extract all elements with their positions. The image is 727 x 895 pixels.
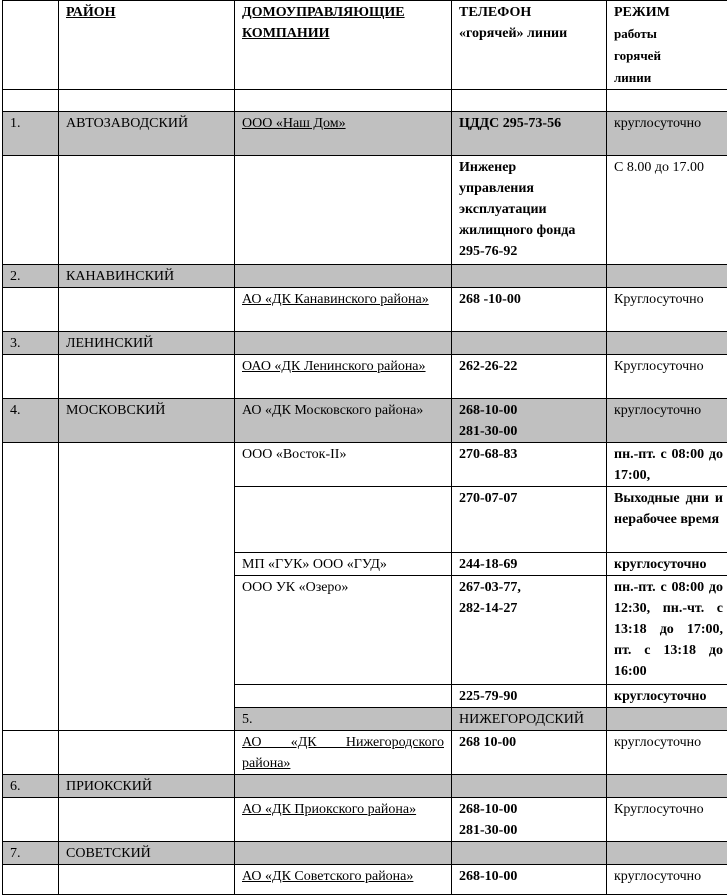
header-mode-line2: работы bbox=[614, 23, 723, 45]
district-name: СОВЕТСКИЙ bbox=[59, 842, 235, 865]
table-row bbox=[3, 399, 727, 443]
hotline-document bbox=[2, 0, 727, 895]
hotline-phone: 268-10-00 281-30-00 bbox=[452, 798, 607, 842]
company-name: ООО «Восток-II» bbox=[235, 443, 452, 487]
header-mode-line1: РЕЖИМ bbox=[614, 2, 723, 23]
company-name: АО «ДК Московского района» bbox=[235, 399, 452, 443]
work-mode: круглосуточно bbox=[607, 865, 727, 895]
hotline-phone: 225-79-90 bbox=[452, 685, 607, 708]
company-name: ООО «Наш Дом» bbox=[235, 112, 452, 156]
hotline-table bbox=[2, 0, 727, 895]
table-row bbox=[3, 355, 727, 399]
table-row bbox=[3, 156, 727, 265]
work-mode: круглосуточно bbox=[607, 112, 727, 156]
hotline-phone: 268 10-00 bbox=[452, 731, 607, 775]
engineer-phone: Инженер управления эксплуатации жилищного фонда 295-76-92 bbox=[452, 156, 607, 265]
header-phone-line2: «горячей» линии bbox=[459, 23, 599, 44]
hotline-phone: 244-18-69 bbox=[452, 553, 607, 576]
table-row bbox=[3, 112, 727, 156]
table-row bbox=[3, 775, 727, 798]
header-phone-line1: ТЕЛЕФОН bbox=[459, 2, 599, 23]
table-row bbox=[3, 731, 727, 775]
work-mode: пн.-пт. с 08:00 до 12:30, пн.-чт. с 13:18 до 17:00, пт. с 13:18 до 16:00 bbox=[607, 576, 727, 685]
company-name: ОАО «ДК Ленинского района» bbox=[235, 355, 452, 399]
row-number: 5. bbox=[235, 708, 452, 731]
district-name: МОСКОВСКИЙ bbox=[59, 399, 235, 443]
table-row bbox=[3, 865, 727, 895]
work-mode: Круглосуточно bbox=[607, 798, 727, 842]
header-phone bbox=[452, 1, 607, 90]
hotline-phone: 267-03-77, 282-14-27 bbox=[452, 576, 607, 685]
table-header-row bbox=[3, 1, 727, 90]
hotline-phone: 268 -10-00 bbox=[452, 288, 607, 332]
header-district: РАЙОН bbox=[59, 1, 235, 90]
work-mode: круглосуточно bbox=[607, 553, 727, 576]
header-number-cell bbox=[3, 1, 59, 90]
row-number: 1. bbox=[3, 112, 59, 156]
hotline-phone: 270-68-83 bbox=[452, 443, 607, 487]
company-name: ООО УК «Озеро» bbox=[235, 576, 452, 685]
company-name: АО «ДК Приокского района» bbox=[235, 798, 452, 842]
district-name: КАНАВИНСКИЙ bbox=[59, 265, 235, 288]
company-name: МП «ГУК» ООО «ГУД» bbox=[235, 553, 452, 576]
district-name: ПРИОКСКИЙ bbox=[59, 775, 235, 798]
table-row bbox=[3, 332, 727, 355]
row-number: 3. bbox=[3, 332, 59, 355]
table-row bbox=[3, 443, 727, 487]
hotline-phone: ЦДДС 295-73-56 bbox=[452, 112, 607, 156]
district-name: ЛЕНИНСКИЙ bbox=[59, 332, 235, 355]
row-number: 2. bbox=[3, 265, 59, 288]
hotline-phone: 268-10-00 281-30-00 bbox=[452, 399, 607, 443]
row-number: 4. bbox=[3, 399, 59, 443]
table-row bbox=[3, 90, 727, 112]
district-name: АВТОЗАВОДСКИЙ bbox=[59, 112, 235, 156]
district-name: НИЖЕГОРОДСКИЙ bbox=[452, 708, 607, 731]
work-mode: круглосуточно bbox=[607, 685, 727, 708]
table-row bbox=[3, 798, 727, 842]
row-number: 6. bbox=[3, 775, 59, 798]
table-row bbox=[3, 288, 727, 332]
header-mode bbox=[607, 1, 727, 90]
work-mode: С 8.00 до 17.00 bbox=[607, 156, 727, 265]
work-mode: Круглосуточно bbox=[607, 355, 727, 399]
table-row bbox=[3, 265, 727, 288]
company-name: АО «ДК Канавинского района» bbox=[235, 288, 452, 332]
work-mode: Выходные дни и нерабочее время bbox=[607, 487, 727, 553]
hotline-phone: 262-26-22 bbox=[452, 355, 607, 399]
work-mode: круглосуточно bbox=[607, 731, 727, 775]
work-mode: пн.-пт. с 08:00 до 17:00, bbox=[607, 443, 727, 487]
hotline-phone: 268-10-00 bbox=[452, 865, 607, 895]
header-company: ДОМОУПРАВЛЯЮЩИЕ КОМПАНИИ bbox=[235, 1, 452, 90]
hotline-phone: 270-07-07 bbox=[452, 487, 607, 553]
row-number: 7. bbox=[3, 842, 59, 865]
company-name: АО «ДК Советского района» bbox=[235, 865, 452, 895]
table-row bbox=[3, 842, 727, 865]
work-mode: Круглосуточно bbox=[607, 288, 727, 332]
company-name: АО «ДК Нижегородского района» bbox=[235, 731, 452, 775]
work-mode: круглосуточно bbox=[607, 399, 727, 443]
header-mode-line4: линии bbox=[614, 67, 723, 89]
header-mode-line3: горячей bbox=[614, 45, 723, 67]
